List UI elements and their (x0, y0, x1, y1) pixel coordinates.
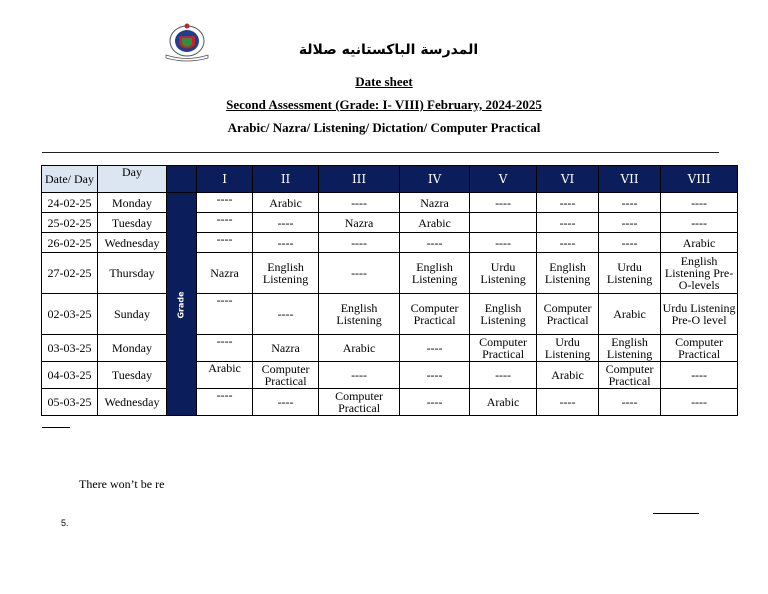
footnote-rule (42, 427, 70, 428)
page-marker: 5. (61, 518, 69, 528)
date-column-header: Date/ Day (42, 166, 98, 193)
date-cell: 02-03-25 (42, 294, 98, 335)
exam-cell: Nazra (253, 335, 319, 362)
subjects-line: Arabic/ Nazra/ Listening/ Dictation/ Computer Practical (227, 120, 541, 135)
exam-cell: Computer Practical (599, 362, 661, 389)
date-cell: 04-03-25 (42, 362, 98, 389)
exam-cell: Computer Practical (319, 389, 400, 416)
signature-line (653, 513, 699, 514)
exam-cell: ---- (537, 233, 599, 253)
exam-cell: ---- (197, 193, 253, 213)
table-row (42, 253, 738, 294)
exam-cell: English Listening (253, 253, 319, 294)
exam-cell: Urdu Listening (537, 335, 599, 362)
exam-cell: Computer Practical (400, 294, 470, 335)
exam-cell: ---- (400, 335, 470, 362)
grade-header-1: I (197, 166, 253, 193)
date-sheet-table (41, 165, 738, 416)
exam-cell: ---- (197, 335, 253, 362)
exam-cell: ---- (661, 193, 738, 213)
grade-header-8: VIII (661, 166, 738, 193)
table-row (42, 294, 738, 335)
exam-cell: Arabic (197, 362, 253, 389)
exam-cell: Computer Practical (537, 294, 599, 335)
exam-cell: ---- (661, 362, 738, 389)
grade-header-7: VII (599, 166, 661, 193)
grade-header-5: V (470, 166, 537, 193)
footer-note: There won’t be re (79, 477, 165, 491)
exam-cell: English Listening (319, 294, 400, 335)
exam-cell: Computer Practical (470, 335, 537, 362)
exam-cell: ---- (599, 213, 661, 233)
exam-cell: ---- (319, 233, 400, 253)
exam-cell: Arabic (661, 233, 738, 253)
exam-cell: Computer Practical (253, 362, 319, 389)
exam-cell: ---- (400, 389, 470, 416)
date-cell: 24-02-25 (42, 193, 98, 213)
exam-cell: Nazra (400, 193, 470, 213)
exam-cell: Arabic (470, 389, 537, 416)
grade-header-4: IV (400, 166, 470, 193)
exam-cell: Arabic (253, 193, 319, 213)
day-cell: Monday (98, 193, 167, 213)
exam-cell: Arabic (400, 213, 470, 233)
exam-cell: ---- (537, 213, 599, 233)
date-cell: 27-02-25 (42, 253, 98, 294)
exam-cell: English Listening (470, 294, 537, 335)
exam-cell: Nazra (197, 253, 253, 294)
day-cell: Tuesday (98, 213, 167, 233)
exam-cell: English Listening (599, 335, 661, 362)
exam-cell: ---- (661, 389, 738, 416)
exam-cell: ---- (599, 233, 661, 253)
exam-cell (470, 213, 537, 233)
exam-cell: ---- (319, 253, 400, 294)
exam-cell: ---- (537, 389, 599, 416)
grade-side-band (167, 193, 197, 416)
header-divider (42, 152, 719, 153)
exam-cell: English Listening (537, 253, 599, 294)
table-row (42, 233, 738, 253)
exam-cell: Nazra (319, 213, 400, 233)
table-row (42, 193, 738, 213)
exam-cell: ---- (470, 233, 537, 253)
exam-cell: Urdu Listening Pre-O level (661, 294, 738, 335)
school-name: المدرسة الباكستانيه صلالة (298, 42, 479, 58)
grade-column-header (167, 166, 197, 193)
exam-cell: ---- (400, 233, 470, 253)
day-cell: Tuesday (98, 362, 167, 389)
table-row (42, 362, 738, 389)
table-header-row (42, 166, 738, 193)
exam-cell: ---- (400, 362, 470, 389)
exam-cell: ---- (197, 233, 253, 253)
exam-cell: English Listening Pre-O-levels (661, 253, 738, 294)
exam-cell: ---- (319, 362, 400, 389)
exam-cell: ---- (470, 362, 537, 389)
exam-cell: Computer Practical (661, 335, 738, 362)
exam-cell: Arabic (319, 335, 400, 362)
grade-header-2: II (253, 166, 319, 193)
exam-cell: ---- (319, 193, 400, 213)
exam-cell: ---- (197, 389, 253, 416)
exam-cell: ---- (253, 294, 319, 335)
school-crest-logo (163, 22, 211, 62)
exam-cell: ---- (470, 193, 537, 213)
document-title: Date sheet (355, 74, 413, 89)
table-row (42, 389, 738, 416)
exam-cell: ---- (599, 389, 661, 416)
date-cell: 05-03-25 (42, 389, 98, 416)
table-row (42, 213, 738, 233)
grade-header-3: III (319, 166, 400, 193)
day-column-header: Day (98, 166, 167, 193)
table-row (42, 335, 738, 362)
exam-cell: Arabic (599, 294, 661, 335)
exam-cell: Urdu Listening (599, 253, 661, 294)
exam-cell: ---- (599, 193, 661, 213)
exam-cell: ---- (197, 294, 253, 335)
day-cell: Wednesday (98, 233, 167, 253)
grade-header-6: VI (537, 166, 599, 193)
exam-cell: Arabic (537, 362, 599, 389)
exam-cell: ---- (537, 193, 599, 213)
exam-cell: ---- (197, 213, 253, 233)
date-cell: 26-02-25 (42, 233, 98, 253)
exam-cell: Urdu Listening (470, 253, 537, 294)
exam-cell: ---- (253, 389, 319, 416)
grade-side-label: Grade (176, 291, 186, 319)
date-cell: 25-02-25 (42, 213, 98, 233)
day-cell: Thursday (98, 253, 167, 294)
exam-cell: English Listening (400, 253, 470, 294)
day-cell: Wednesday (98, 389, 167, 416)
date-cell: 03-03-25 (42, 335, 98, 362)
day-cell: Monday (98, 335, 167, 362)
exam-cell: ---- (661, 213, 738, 233)
day-cell: Sunday (98, 294, 167, 335)
exam-cell: ---- (253, 233, 319, 253)
exam-cell: ---- (253, 213, 319, 233)
assessment-subtitle: Second Assessment (Grade: I- VIII) February, 2024-2025 (226, 97, 542, 112)
